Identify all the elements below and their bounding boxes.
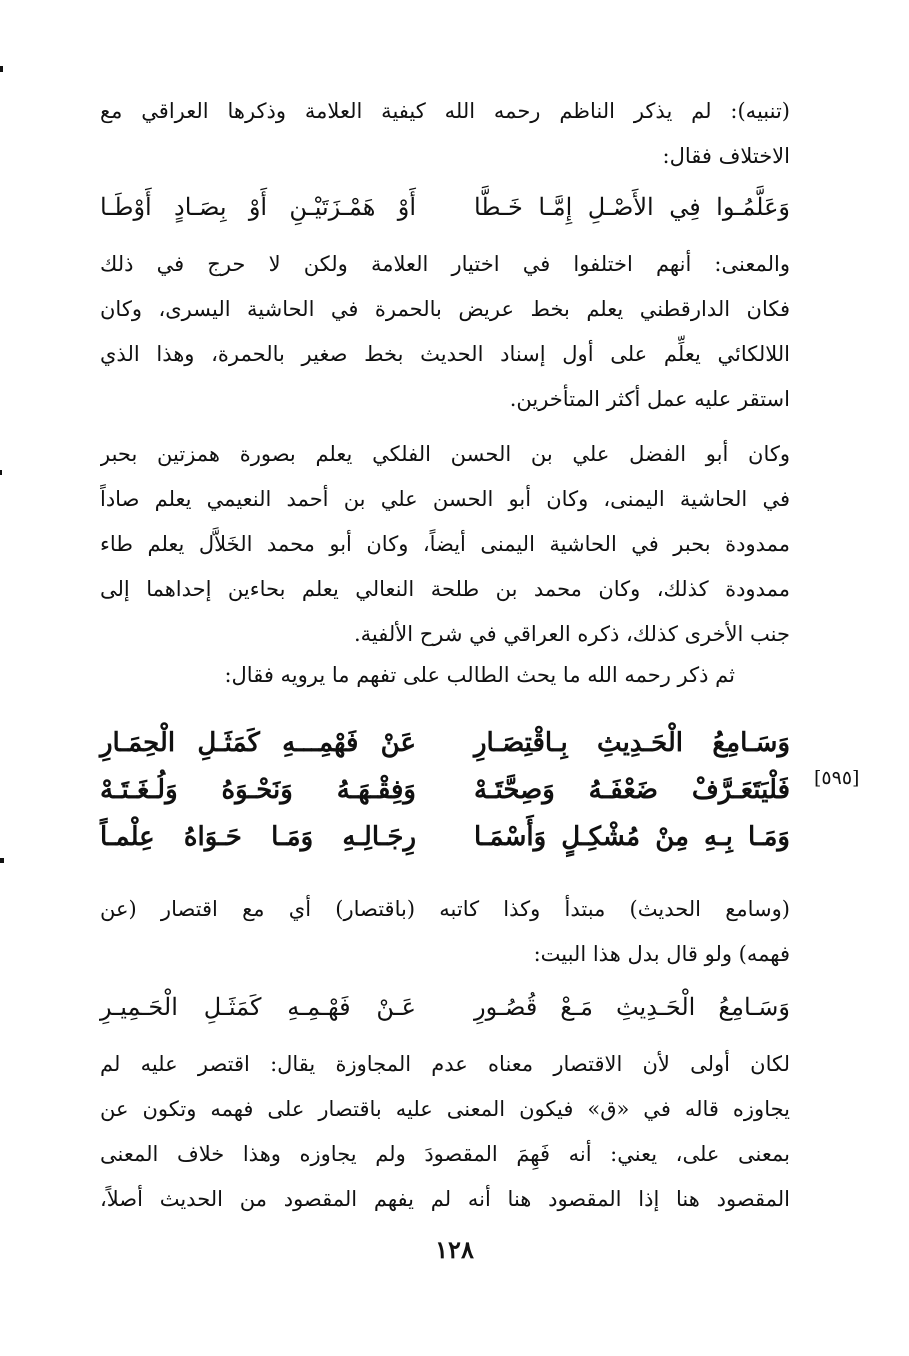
text-line: يجاوزه قاله في «ق» فيكون المعنى عليه باقتصار على فهمه وتكون عن <box>100 1097 790 1121</box>
text-line: استقر عليه عمل أكثر المتأخرين. <box>509 387 790 411</box>
scan-mark-top <box>0 66 3 72</box>
explanation-paragraph <box>100 887 790 977</box>
text-line: ثم ذكر رحمه الله ما يحث الطالب على تفهم ما يرويه فقال: <box>224 663 735 687</box>
verse-second-hemistich: عَنْ فَهْمِـــهِ كَمَثَـلِ الْحِمَـارِ <box>100 728 416 758</box>
text-line: في الحاشية اليمنى، وكان أبو الحسن علي بن أحمد النعيمي يعلم صاداً <box>100 487 790 511</box>
scholars-paragraph <box>100 432 790 657</box>
text-line: اللالكائي يعلِّم على أول إسناد الحديث بخط صغير بالحمرة، وهذا الذي <box>100 342 790 366</box>
scan-mark-middle <box>0 470 2 475</box>
text-line: وكان أبو الفضل علي بن الحسن الفلكي يعلم بصورة همزتين بحبر <box>100 442 790 466</box>
alternative-verse <box>100 982 790 1032</box>
main-verse-row <box>100 765 790 815</box>
verse-first-hemistich: فَلْيَتَعَـرَّفْ ضَعْفَـهُ وَصِحَّتَـهْ <box>474 775 790 805</box>
note-paragraph <box>100 89 790 179</box>
text-line: المقصود هنا إذا المقصود هنا أنه لم يفهم المقصود من الحديث أصلاً، <box>100 1187 790 1211</box>
text-line: بمعنى على، يعني: أنه فَهِمَ المقصودَ ولم يجاوزه وهذا خلاف المعنى <box>100 1142 790 1166</box>
scan-mark-bottom <box>0 858 4 863</box>
verse-first-hemistich: وَسَـامِعُ الْحَـدِيثِ بِـاقْتِصَـارِ <box>474 728 790 758</box>
intro-verse <box>100 182 790 232</box>
transition-paragraph <box>100 653 790 698</box>
text-line: ممدودة كذلك، وكان محمد بن طلحة النعالي يعلم بحاءين إحداهما إلى <box>100 577 790 601</box>
verse-first-hemistich: وَعَلَّمُـوا فِي الأَصْـلِ إِمَّـا خَـطَّا <box>474 193 790 221</box>
text-line: والمعنى: أنهم اختلفوا في اختيار العلامة ولكن لا حرج في ذلك <box>100 252 790 276</box>
text-line: الاختلاف فقال: <box>662 144 790 168</box>
main-verse-row <box>100 718 790 768</box>
verse-first-hemistich: وَمَـا بِـهِ مِنْ مُشْكِـلٍ وَأَسْمَـا <box>474 822 790 852</box>
meaning-paragraph <box>100 242 790 422</box>
text-line: ممدودة بحبر في الحاشية اليمنى أيضاً، وكان أبو محمد الخَلاَّل يعلم طاء <box>100 532 790 556</box>
verse-second-hemistich: عَـنْ فَهْـمِـهِ كَمَثَـلِ الْحَـمِيـرِ <box>100 993 416 1021</box>
final-paragraph <box>100 1042 790 1222</box>
text-line: لكان أولى لأن الاقتصار معناه عدم المجاوزة يقال: اقتصر عليه لم <box>100 1052 790 1076</box>
verse-first-hemistich: وَسَـامِعُ الْحَـدِيثِ مَـعْ قُصُـورِ <box>474 993 790 1021</box>
main-verse-row <box>100 812 790 862</box>
verse-second-hemistich: رِجَـالِـهِ وَمَـا حَـوَاهُ عِلْمـاً <box>100 822 416 852</box>
text-line: (تنبيه): لم يذكر الناظم رحمه الله كيفية العلامة وذكرها العراقي مع <box>100 99 790 123</box>
text-line: فهمه) ولو قال بدل هذا البيت: <box>533 942 790 966</box>
verse-number: [٥٩٥] <box>814 767 860 789</box>
text-line: فكان الدارقطني يعلم بخط عريض بالحمرة في الحاشية اليسرى، وكان <box>100 297 790 321</box>
page-number: ١٢٨ <box>435 1235 474 1264</box>
text-line: (وسامع الحديث) مبتدأ وكذا كاتبه (باقتصار) أي مع اقتصار (عن <box>100 897 790 921</box>
text-line: جنب الأخرى كذلك، ذكره العراقي في شرح الألفية. <box>353 622 790 646</box>
verse-second-hemistich: أَوْ هَمْـزَتَيْـنِ أَوْ بِصَـادٍ أَوْطَـا <box>100 193 416 221</box>
verse-second-hemistich: وَفِقْـهَـهُ وَنَحْـوَهُ وَلُـغَـتَـهْ <box>100 775 416 805</box>
